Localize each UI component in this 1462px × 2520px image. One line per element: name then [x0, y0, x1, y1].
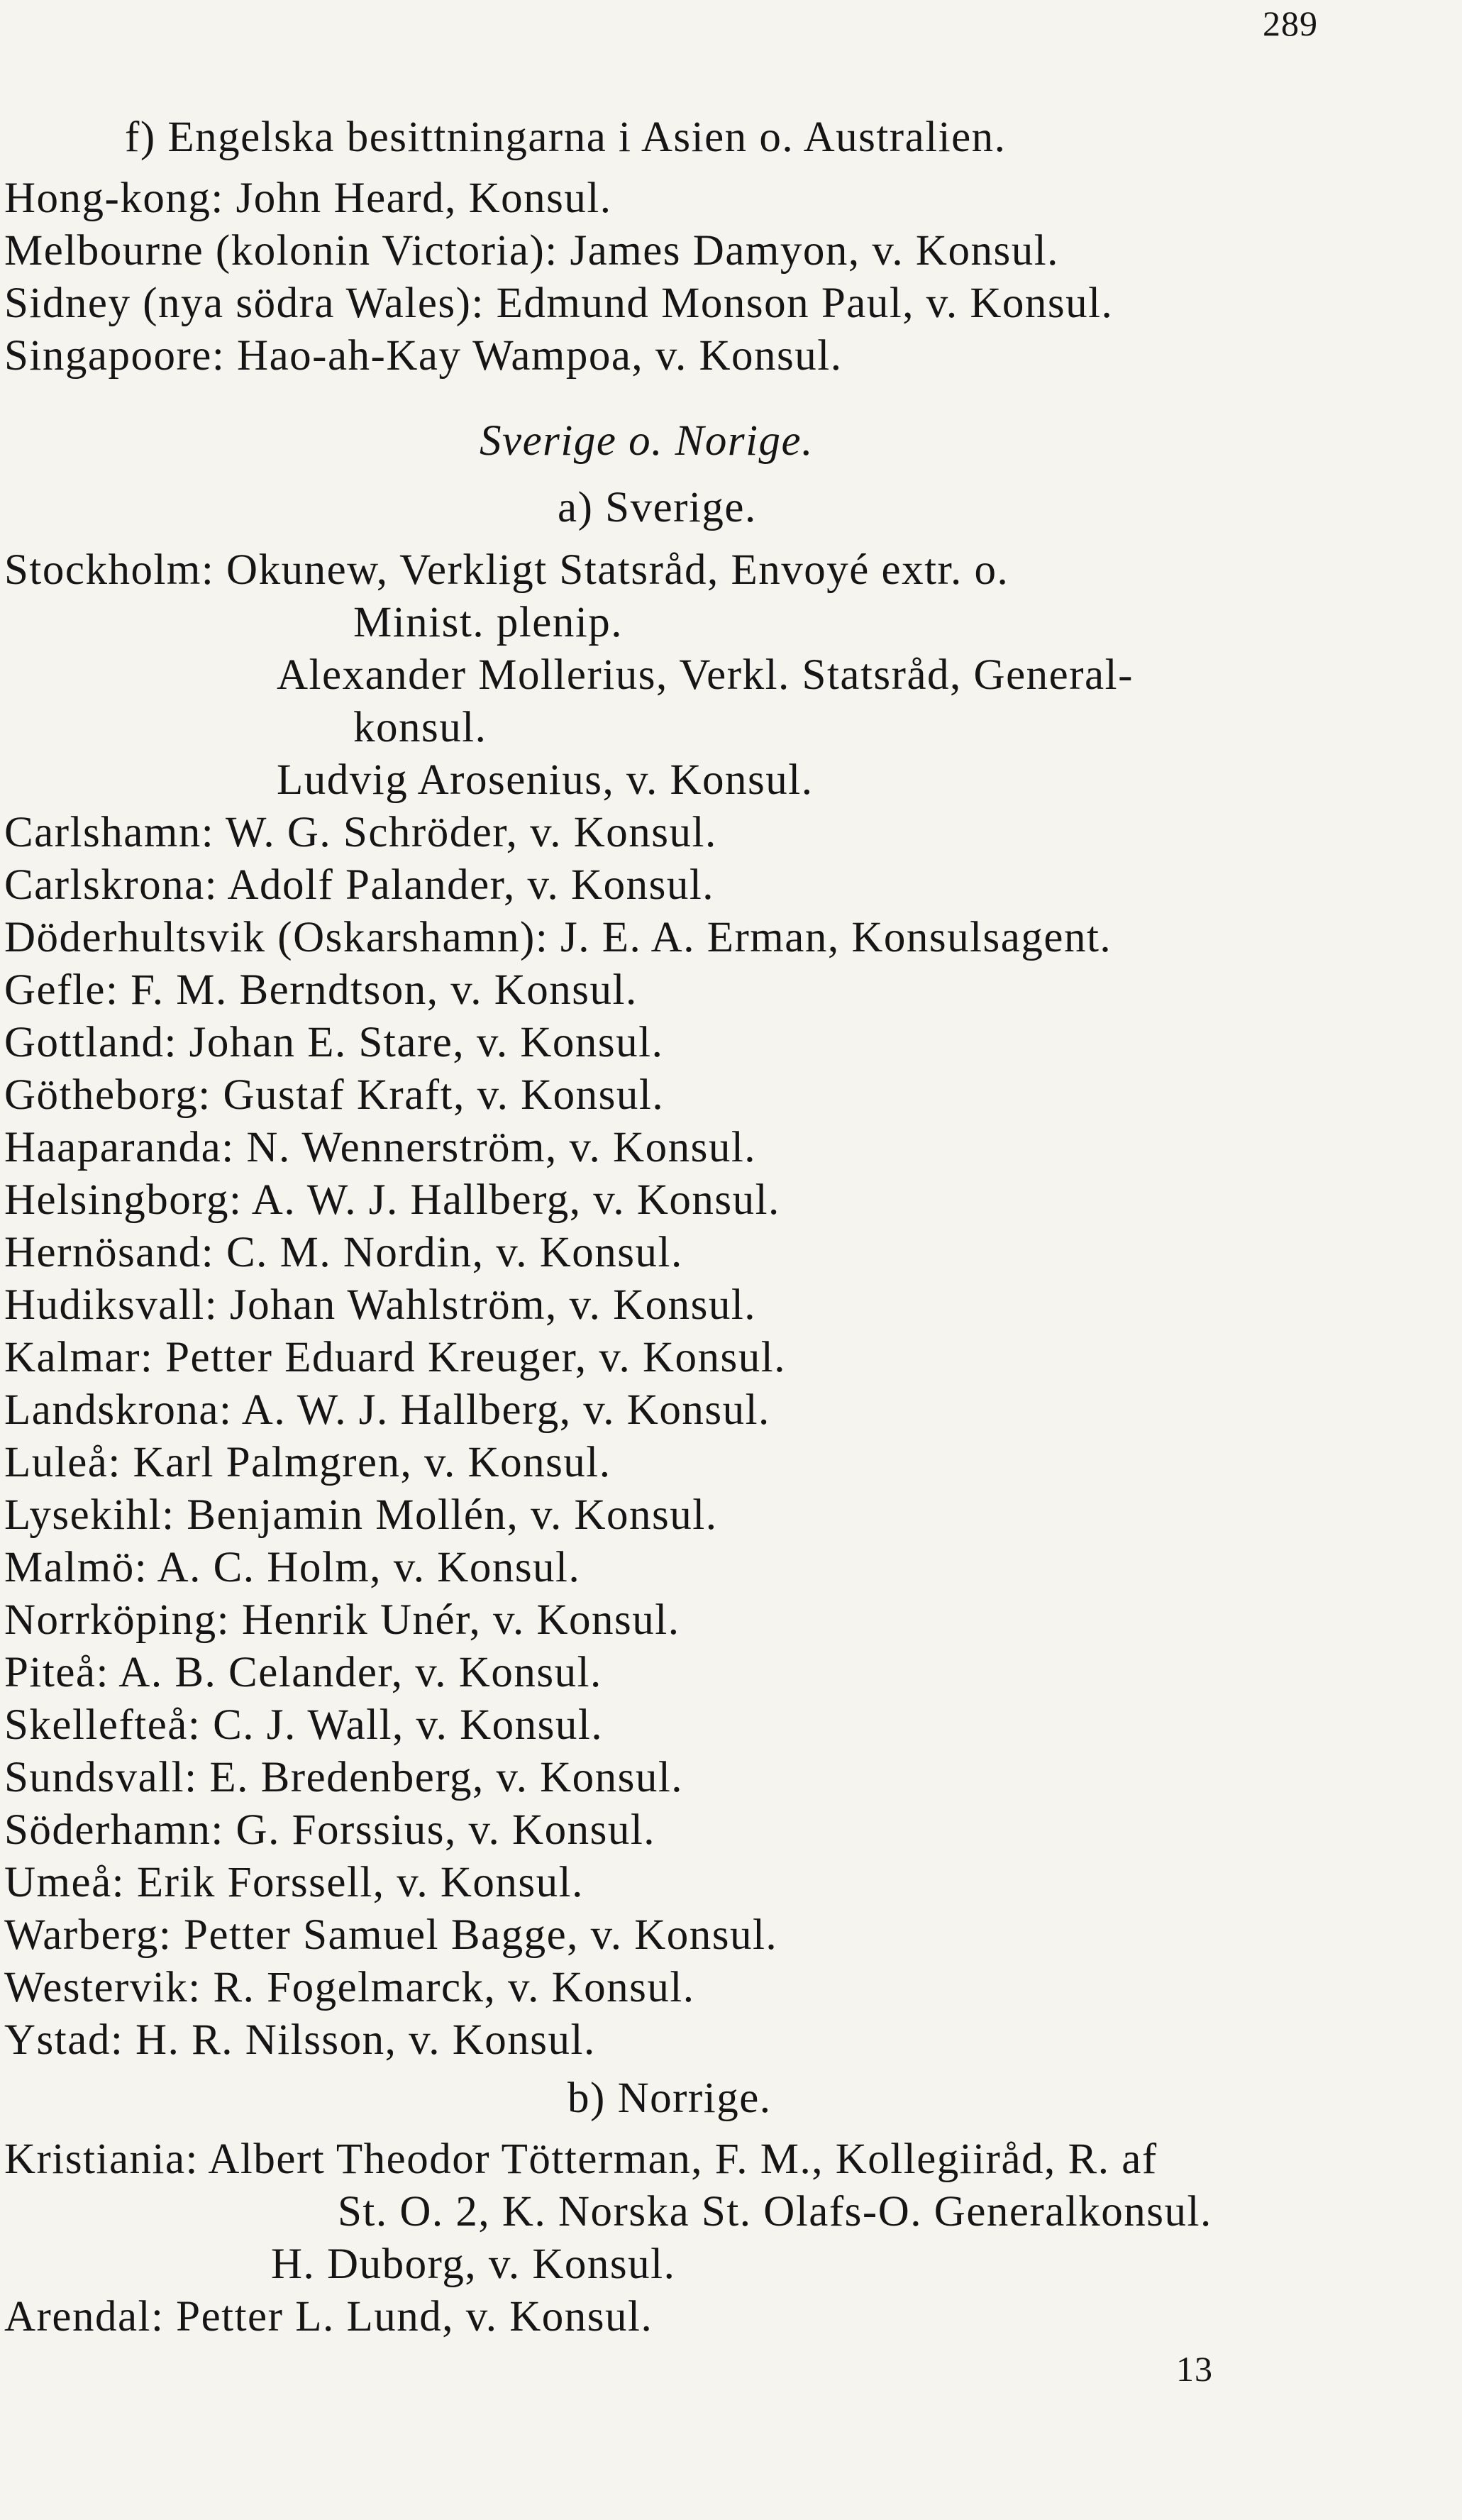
entry-line: Söderhamn: G. Forssius, v. Konsul. — [4, 1806, 656, 1854]
entry-line: St. O. 2, K. Norska St. Olafs-O. Generalkonsul. — [338, 2188, 1212, 2236]
page-number: 289 — [1263, 4, 1318, 43]
entry-line: Singapoore: Hao-ah-Kay Wampoa, v. Konsul. — [4, 332, 843, 380]
entry-line: Westervik: R. Fogelmarck, v. Konsul. — [4, 1964, 695, 2011]
entry-line: Sundsvall: E. Bredenberg, v. Konsul. — [4, 1754, 684, 1801]
section-title-norway: b) Norrige. — [567, 2074, 772, 2122]
entry-line: Skellefteå: C. J. Wall, v. Konsul. — [4, 1701, 604, 1749]
entry-line: Helsingborg: A. W. J. Hallberg, v. Konsul. — [4, 1176, 780, 1224]
entry-line: Kalmar: Petter Eduard Kreuger, v. Konsul. — [4, 1334, 786, 1381]
section-title-sweden: a) Sverige. — [558, 484, 757, 531]
entry-line: Landskrona: A. W. J. Hallberg, v. Konsul. — [4, 1386, 770, 1434]
section-title-sweden-norway: Sverige o. Norige. — [480, 417, 814, 465]
entry-line: Alexander Mollerius, Verkl. Statsråd, General- — [277, 651, 1134, 699]
entry-line: Hernösand: C. M. Nordin, v. Konsul. — [4, 1229, 683, 1276]
entry-line: Haaparanda: N. Wennerström, v. Konsul. — [4, 1124, 757, 1171]
entry-line: Minist. plenip. — [353, 599, 624, 646]
entry-line: Hudiksvall: Johan Wahlström, v. Konsul. — [4, 1281, 757, 1329]
entry-line: Carlskrona: Adolf Palander, v. Konsul. — [4, 861, 715, 909]
signature-mark: 13 — [1176, 2349, 1213, 2389]
entry-line: Melbourne (kolonin Victoria): James Damyon, v. Konsul. — [4, 227, 1059, 275]
entry-line: Malmö: A. C. Holm, v. Konsul. — [4, 1544, 581, 1591]
entry-line: Carlshamn: W. G. Schröder, v. Konsul. — [4, 809, 717, 856]
entry-line: Gefle: F. M. Berndtson, v. Konsul. — [4, 966, 638, 1014]
entry-line: Piteå: A. B. Celander, v. Konsul. — [4, 1649, 602, 1696]
entry-line: Ystad: H. R. Nilsson, v. Konsul. — [4, 2016, 596, 2064]
entry-line: Arendal: Petter L. Lund, v. Konsul. — [4, 2293, 653, 2341]
entry-line: konsul. — [353, 704, 487, 751]
entry-line: Sidney (nya södra Wales): Edmund Monson Paul, v. Konsul. — [4, 280, 1114, 327]
entry-line: Stockholm: Okunew, Verkligt Statsråd, Envoyé extr. o. — [4, 546, 1009, 594]
section-title-asia: f) Engelska besittningarna i Asien o. Australien. — [125, 114, 1007, 161]
entry-line: Kristiania: Albert Theodor Tötterman, F. M., Kollegiiråd, R. af — [4, 2135, 1158, 2183]
entry-line: Warberg: Petter Samuel Bagge, v. Konsul. — [4, 1911, 778, 1959]
entry-line: H. Duborg, v. Konsul. — [271, 2240, 676, 2288]
entry-line: Lysekihl: Benjamin Mollén, v. Konsul. — [4, 1491, 718, 1539]
entry-line: Hong-kong: John Heard, Konsul. — [4, 175, 612, 222]
entry-line: Gottland: Johan E. Stare, v. Konsul. — [4, 1019, 664, 1066]
entry-line: Norrköping: Henrik Unér, v. Konsul. — [4, 1596, 680, 1644]
entry-line: Ludvig Arosenius, v. Konsul. — [277, 756, 814, 804]
entry-line: Luleå: Karl Palmgren, v. Konsul. — [4, 1439, 611, 1486]
entry-line: Götheborg: Gustaf Kraft, v. Konsul. — [4, 1071, 665, 1119]
entry-line: Umeå: Erik Forssell, v. Konsul. — [4, 1859, 584, 1906]
entry-line: Döderhultsvik (Oskarshamn): J. E. A. Erman, Konsulsagent. — [4, 914, 1112, 961]
